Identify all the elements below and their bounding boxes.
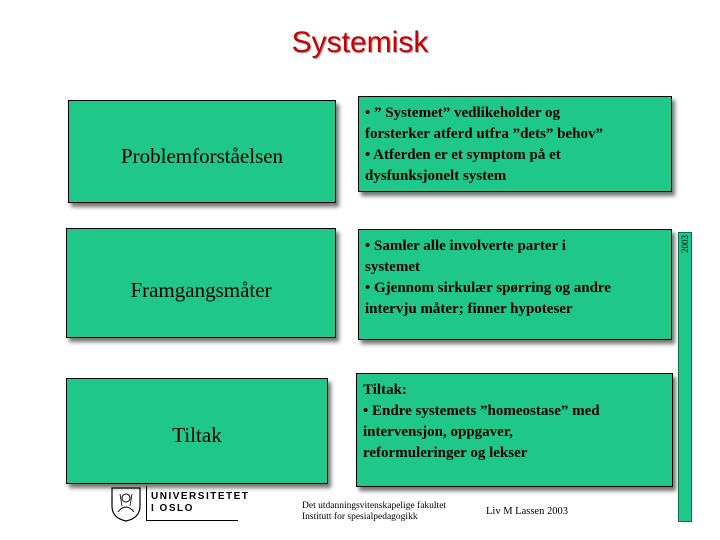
measures-details-box — [356, 373, 673, 487]
university-logo — [110, 486, 250, 522]
faculty-line-2: Institutt for spesialpedagogikk — [302, 512, 418, 522]
problem-understanding-box — [68, 100, 336, 203]
box-text: Tiltak: • Endre systemets ”homeostase” med intervensjon, oppgaver, reformuleringer og lekser — [363, 382, 600, 461]
footer-faculty — [302, 501, 446, 523]
slide-title: Systemisk — [291, 26, 429, 59]
problem-understanding-details-box — [358, 96, 672, 192]
side-bar — [678, 232, 692, 522]
university-seal-icon — [110, 486, 142, 522]
logo-line-1: UNIVERSITETET — [151, 491, 250, 502]
box-label: Framgangsmåter — [130, 277, 272, 302]
faculty-line-1: Det utdanningsvitenskapelige fakultet — [302, 501, 447, 511]
approach-box — [66, 228, 336, 338]
approach-details-box — [358, 229, 672, 340]
box-label: Problemforståelsen — [120, 144, 284, 168]
box-label: Tiltak — [172, 422, 222, 447]
box-text: • ” Systemet” vedlikeholder og forsterker atferd utfra ”dets” behov” • Atferden er et symptom på et dysfunksjonelt system — [365, 105, 604, 184]
side-bar-year: 2003 — [680, 235, 690, 253]
box-text: • Samler alle involverte parter i systemet • Gjennom sirkulær spørring og andre intervju måter; finner hypoteser — [365, 238, 611, 317]
logo-line-2: I OSLO — [151, 503, 194, 514]
measures-box — [66, 378, 328, 484]
footer-author: Liv M Lassen 2003 — [486, 506, 568, 517]
